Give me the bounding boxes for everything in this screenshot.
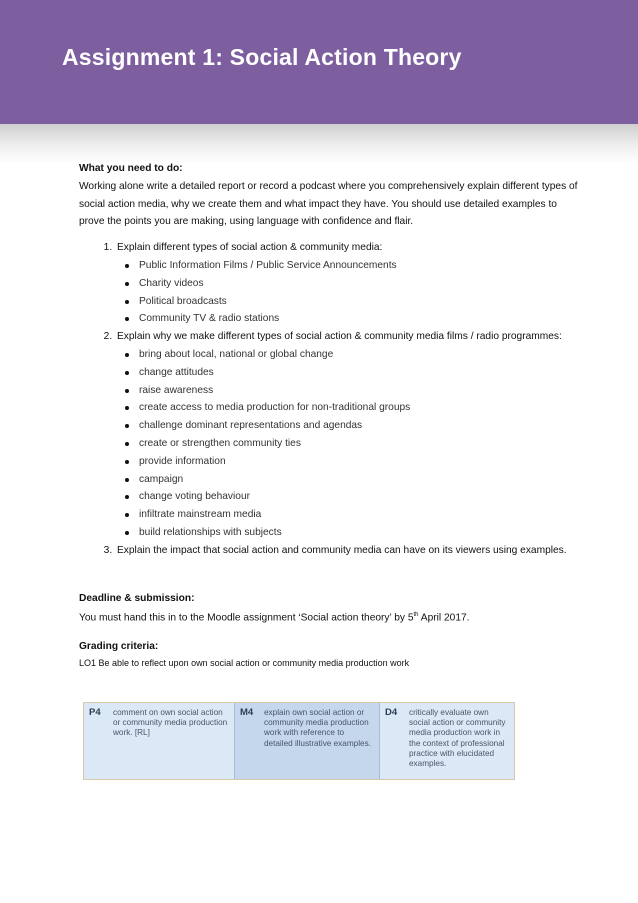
sub-item: infiltrate mainstream media [139, 506, 579, 524]
sub-item: Community TV & radio stations [139, 310, 579, 328]
sub-item: raise awareness [139, 382, 579, 400]
sub-item: challenge dominant representations and agendas [139, 417, 579, 435]
criterion-text: explain own social action or community media production work with reference to detailed illustrative examples. [264, 708, 371, 748]
sub-item: create access to media production for non-traditional groups [139, 399, 579, 417]
deadline-heading: Deadline & submission: [79, 592, 195, 604]
sub-item: bring about local, national or global change [139, 346, 579, 364]
sub-item: change attitudes [139, 364, 579, 382]
document-body [79, 160, 579, 673]
task-item [115, 239, 579, 328]
task-text: Explain different types of social action & community media: [117, 242, 383, 254]
deadline-text-end: April 2017. [418, 612, 470, 624]
task-item [115, 542, 579, 560]
grading-criteria-table [83, 702, 515, 780]
intro-heading: What you need to do: [79, 163, 183, 174]
sub-item: campaign [139, 471, 579, 489]
criterion-text: comment on own social action or community media production work. [RL] [113, 708, 228, 738]
page-title: Assignment 1: Social Action Theory [62, 44, 462, 70]
sub-item: change voting behaviour [139, 488, 579, 506]
task-sublist [117, 257, 579, 328]
task-sublist [117, 346, 579, 542]
criterion-code: D4 [385, 707, 398, 718]
criterion-p4 [84, 703, 234, 779]
task-text: Explain why we make different types of social action & community media films / radio programmes: [117, 331, 562, 343]
deadline-ordinal: th [413, 612, 419, 619]
sub-item: create or strengthen community ties [139, 435, 579, 453]
grading-heading: Grading criteria: [79, 640, 159, 652]
deadline-text [79, 607, 579, 627]
grading-section [79, 638, 579, 674]
criterion-code: P4 [89, 707, 101, 718]
learning-outcome: LO1 Be able to reflect upon own social action or community media production work [79, 658, 410, 669]
criterion-m4 [234, 703, 379, 779]
sub-item: Political broadcasts [139, 293, 579, 311]
sub-item: build relationships with subjects [139, 524, 579, 542]
intro-text: Working alone write a detailed report or record a podcast where you comprehensively explain different types of social action media, why we create them and what impact they have. You should use detailed examples to prove the points you are making, using language with confidence and flair. [79, 180, 578, 228]
header-shadow [0, 124, 638, 164]
criterion-d4 [379, 703, 514, 779]
deadline-section [79, 590, 579, 628]
task-item [115, 328, 579, 542]
deadline-text-main: You must hand this in to the Moodle assignment ‘Social action theory’ by 5 [79, 612, 414, 624]
task-text: Explain the impact that social action and community media can have on its viewers using examples. [117, 544, 567, 556]
sub-item: Public Information Films / Public Service Announcements [139, 257, 579, 275]
task-list [79, 239, 579, 559]
criterion-text: critically evaluate own social action or community media production work in the context of professional practice with elucidated examples. [409, 708, 506, 769]
header-banner [0, 0, 638, 124]
sub-item: provide information [139, 453, 579, 471]
criterion-code: M4 [240, 707, 254, 718]
sub-item: Charity videos [139, 275, 579, 293]
